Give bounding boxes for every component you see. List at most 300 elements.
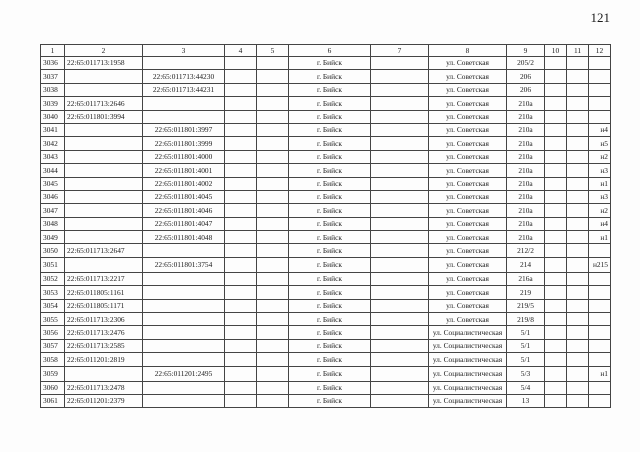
cell-col-2: 22:65:011201:2379: [65, 394, 143, 407]
cell-col-6: г. Бийск: [289, 339, 371, 352]
cell-col-10: [545, 150, 567, 163]
cell-col-10: [545, 83, 567, 96]
table-row: [41, 366, 611, 381]
cell-col-6: г. Бийск: [289, 123, 371, 136]
cell-col-1: 3048: [41, 217, 65, 230]
cell-col-12: н1: [589, 231, 611, 244]
cell-col-1: 3060: [41, 381, 65, 394]
cell-col-7: [371, 257, 429, 272]
cell-col-10: [545, 231, 567, 244]
table-row: [41, 177, 611, 190]
cell-col-8: ул. Советская: [429, 299, 507, 312]
cell-col-3: [143, 272, 225, 285]
cell-col-6: г. Бийск: [289, 313, 371, 326]
cell-col-2: 22:65:011713:2646: [65, 97, 143, 110]
cell-col-9: 210а: [507, 110, 545, 123]
cell-col-1: 3044: [41, 164, 65, 177]
cell-col-8: ул. Советская: [429, 97, 507, 110]
cell-col-11: [567, 177, 589, 190]
cell-col-7: [371, 313, 429, 326]
table-row: [41, 394, 611, 407]
cell-col-1: 3058: [41, 353, 65, 366]
cell-col-8: ул. Советская: [429, 164, 507, 177]
column-header-2: 2: [65, 45, 143, 57]
cell-col-8: ул. Советская: [429, 70, 507, 83]
cell-col-12: [589, 299, 611, 312]
cell-col-12: [589, 110, 611, 123]
cell-col-9: 210а: [507, 123, 545, 136]
cell-col-12: н2: [589, 204, 611, 217]
cell-col-4: [225, 339, 257, 352]
cell-col-7: [371, 177, 429, 190]
cell-col-8: ул. Советская: [429, 177, 507, 190]
cell-col-3: [143, 394, 225, 407]
cell-col-11: [567, 366, 589, 381]
cell-col-8: ул. Советская: [429, 286, 507, 299]
cell-col-12: н215: [589, 257, 611, 272]
cell-col-11: [567, 137, 589, 150]
cell-col-12: [589, 381, 611, 394]
cell-col-4: [225, 204, 257, 217]
cell-col-6: г. Бийск: [289, 244, 371, 257]
cell-col-10: [545, 366, 567, 381]
cell-col-4: [225, 57, 257, 70]
cell-col-10: [545, 164, 567, 177]
cell-col-4: [225, 326, 257, 339]
cell-col-11: [567, 231, 589, 244]
cell-col-2: 22:65:011713:2585: [65, 339, 143, 352]
cell-col-2: [65, 217, 143, 230]
cell-col-12: [589, 97, 611, 110]
cell-col-3: 22:65:011713:44230: [143, 70, 225, 83]
cell-col-4: [225, 110, 257, 123]
cell-col-2: [65, 177, 143, 190]
cell-col-8: ул. Советская: [429, 190, 507, 203]
cell-col-9: 216а: [507, 272, 545, 285]
cell-col-10: [545, 286, 567, 299]
cell-col-9: 210а: [507, 164, 545, 177]
column-header-12: 12: [589, 45, 611, 57]
cell-col-9: 210а: [507, 231, 545, 244]
cell-col-7: [371, 272, 429, 285]
cell-col-10: [545, 217, 567, 230]
cell-col-8: ул. Социалистическая: [429, 366, 507, 381]
cell-col-10: [545, 257, 567, 272]
cell-col-3: [143, 381, 225, 394]
cell-col-5: [257, 137, 289, 150]
cell-col-11: [567, 190, 589, 203]
cell-col-8: ул. Социалистическая: [429, 326, 507, 339]
cell-col-7: [371, 137, 429, 150]
cell-col-9: 5/4: [507, 381, 545, 394]
cell-col-1: 3042: [41, 137, 65, 150]
cell-col-12: н3: [589, 164, 611, 177]
cell-col-2: 22:65:011713:2478: [65, 381, 143, 394]
cell-col-5: [257, 326, 289, 339]
cell-col-3: 22:65:011801:3997: [143, 123, 225, 136]
cell-col-2: [65, 83, 143, 96]
page-number: 121: [590, 10, 610, 25]
cell-col-10: [545, 204, 567, 217]
table-row: [41, 204, 611, 217]
cell-col-5: [257, 286, 289, 299]
cell-col-5: [257, 313, 289, 326]
cell-col-1: 3043: [41, 150, 65, 163]
cell-col-9: 210а: [507, 217, 545, 230]
cell-col-9: 206: [507, 70, 545, 83]
cell-col-2: 22:65:011713:2306: [65, 313, 143, 326]
cell-col-6: г. Бийск: [289, 272, 371, 285]
cell-col-4: [225, 190, 257, 203]
cell-col-8: ул. Социалистическая: [429, 353, 507, 366]
column-header-11: 11: [567, 45, 589, 57]
cell-col-11: [567, 204, 589, 217]
cell-col-11: [567, 394, 589, 407]
cell-col-10: [545, 137, 567, 150]
cell-col-4: [225, 217, 257, 230]
cell-col-2: 22:65:011713:2647: [65, 244, 143, 257]
table-row: [41, 257, 611, 272]
cell-col-10: [545, 272, 567, 285]
column-header-8: 8: [429, 45, 507, 57]
cell-col-10: [545, 394, 567, 407]
cell-col-9: 210а: [507, 204, 545, 217]
cell-col-3: [143, 313, 225, 326]
cell-col-6: г. Бийск: [289, 231, 371, 244]
cell-col-7: [371, 70, 429, 83]
cell-col-12: н4: [589, 217, 611, 230]
cell-col-6: г. Бийск: [289, 97, 371, 110]
cell-col-6: г. Бийск: [289, 177, 371, 190]
cell-col-7: [371, 339, 429, 352]
cell-col-5: [257, 150, 289, 163]
cell-col-5: [257, 366, 289, 381]
cell-col-5: [257, 257, 289, 272]
cell-col-3: [143, 339, 225, 352]
cell-col-11: [567, 123, 589, 136]
cell-col-12: н4: [589, 123, 611, 136]
cell-col-9: 219: [507, 286, 545, 299]
cell-col-11: [567, 257, 589, 272]
cell-col-6: г. Бийск: [289, 137, 371, 150]
cell-col-2: 22:65:011713:2476: [65, 326, 143, 339]
cell-col-1: 3050: [41, 244, 65, 257]
cell-col-7: [371, 366, 429, 381]
cell-col-3: 22:65:011801:4047: [143, 217, 225, 230]
cell-col-11: [567, 217, 589, 230]
table-row: [41, 339, 611, 352]
table-row: [41, 57, 611, 70]
cell-col-2: [65, 164, 143, 177]
cell-col-6: г. Бийск: [289, 110, 371, 123]
cell-col-9: 205/2: [507, 57, 545, 70]
cell-col-12: [589, 394, 611, 407]
cell-col-10: [545, 123, 567, 136]
table-row: [41, 231, 611, 244]
cell-col-2: [65, 257, 143, 272]
cell-col-12: [589, 339, 611, 352]
cell-col-7: [371, 57, 429, 70]
cell-col-6: г. Бийск: [289, 326, 371, 339]
table-row: [41, 83, 611, 96]
cell-col-8: ул. Советская: [429, 57, 507, 70]
cell-col-5: [257, 164, 289, 177]
cell-col-4: [225, 313, 257, 326]
cell-col-5: [257, 244, 289, 257]
cell-col-9: 5/1: [507, 339, 545, 352]
cell-col-2: [65, 231, 143, 244]
cell-col-2: 22:65:011201:2819: [65, 353, 143, 366]
header-row: [41, 45, 611, 57]
table-row: [41, 190, 611, 203]
cell-col-11: [567, 353, 589, 366]
cell-col-6: г. Бийск: [289, 366, 371, 381]
cell-col-1: 3057: [41, 339, 65, 352]
cell-col-6: г. Бийск: [289, 57, 371, 70]
cell-col-11: [567, 164, 589, 177]
cell-col-1: 3045: [41, 177, 65, 190]
cell-col-7: [371, 244, 429, 257]
cell-col-9: 219/5: [507, 299, 545, 312]
cell-col-2: 22:65:011805:1161: [65, 286, 143, 299]
cell-col-4: [225, 286, 257, 299]
cell-col-8: ул. Советская: [429, 110, 507, 123]
cell-col-4: [225, 70, 257, 83]
cell-col-9: 5/1: [507, 353, 545, 366]
cell-col-1: 3038: [41, 83, 65, 96]
cell-col-10: [545, 57, 567, 70]
cell-col-8: ул. Социалистическая: [429, 394, 507, 407]
cell-col-6: г. Бийск: [289, 353, 371, 366]
cell-col-3: 22:65:011801:3754: [143, 257, 225, 272]
cell-col-9: 5/1: [507, 326, 545, 339]
cell-col-4: [225, 97, 257, 110]
table-row: [41, 217, 611, 230]
cell-col-3: [143, 299, 225, 312]
cell-col-2: 22:65:011713:1958: [65, 57, 143, 70]
cell-col-5: [257, 83, 289, 96]
cell-col-7: [371, 110, 429, 123]
cell-col-5: [257, 394, 289, 407]
column-header-5: 5: [257, 45, 289, 57]
cell-col-8: ул. Советская: [429, 231, 507, 244]
cell-col-12: н3: [589, 190, 611, 203]
cell-col-7: [371, 150, 429, 163]
cell-col-6: г. Бийск: [289, 190, 371, 203]
cell-col-7: [371, 217, 429, 230]
cell-col-7: [371, 190, 429, 203]
cell-col-8: ул. Советская: [429, 257, 507, 272]
cell-col-3: 22:65:011801:4048: [143, 231, 225, 244]
cell-col-5: [257, 381, 289, 394]
table-row: [41, 137, 611, 150]
cell-col-5: [257, 231, 289, 244]
cell-col-6: г. Бийск: [289, 204, 371, 217]
cell-col-2: [65, 70, 143, 83]
cell-col-4: [225, 299, 257, 312]
cell-col-2: [65, 366, 143, 381]
cell-col-1: 3052: [41, 272, 65, 285]
cell-col-8: ул. Социалистическая: [429, 339, 507, 352]
table-row: [41, 381, 611, 394]
cell-col-8: ул. Советская: [429, 244, 507, 257]
cell-col-10: [545, 110, 567, 123]
cell-col-3: [143, 286, 225, 299]
cell-col-7: [371, 231, 429, 244]
cell-col-12: [589, 326, 611, 339]
column-header-7: 7: [371, 45, 429, 57]
cell-col-9: 210а: [507, 177, 545, 190]
cell-col-12: [589, 272, 611, 285]
cell-col-10: [545, 244, 567, 257]
table-row: [41, 164, 611, 177]
cell-col-2: [65, 137, 143, 150]
cell-col-9: 206: [507, 83, 545, 96]
cell-col-5: [257, 123, 289, 136]
cell-col-6: г. Бийск: [289, 286, 371, 299]
cell-col-9: 210а: [507, 150, 545, 163]
cell-col-5: [257, 57, 289, 70]
cell-col-8: ул. Советская: [429, 123, 507, 136]
cell-col-4: [225, 123, 257, 136]
table-row: [41, 150, 611, 163]
cell-col-7: [371, 353, 429, 366]
register-table: [40, 44, 611, 408]
cell-col-5: [257, 217, 289, 230]
cell-col-4: [225, 177, 257, 190]
cell-col-5: [257, 97, 289, 110]
cell-col-11: [567, 110, 589, 123]
cell-col-10: [545, 299, 567, 312]
cell-col-3: 22:65:011801:4000: [143, 150, 225, 163]
cell-col-10: [545, 190, 567, 203]
table-row: [41, 123, 611, 136]
cell-col-4: [225, 353, 257, 366]
cell-col-8: ул. Советская: [429, 204, 507, 217]
cell-col-4: [225, 137, 257, 150]
cell-col-10: [545, 326, 567, 339]
cell-col-11: [567, 313, 589, 326]
cell-col-11: [567, 83, 589, 96]
cell-col-6: г. Бийск: [289, 150, 371, 163]
cell-col-3: [143, 57, 225, 70]
cell-col-7: [371, 204, 429, 217]
cell-col-12: н1: [589, 366, 611, 381]
cell-col-4: [225, 231, 257, 244]
cell-col-7: [371, 299, 429, 312]
cell-col-11: [567, 97, 589, 110]
cell-col-2: 22:65:011713:2217: [65, 272, 143, 285]
table-row: [41, 326, 611, 339]
cell-col-8: ул. Советская: [429, 83, 507, 96]
cell-col-7: [371, 83, 429, 96]
column-header-9: 9: [507, 45, 545, 57]
cell-col-7: [371, 381, 429, 394]
cell-col-5: [257, 353, 289, 366]
cell-col-9: 210а: [507, 97, 545, 110]
cell-col-11: [567, 150, 589, 163]
cell-col-1: 3041: [41, 123, 65, 136]
cell-col-1: 3047: [41, 204, 65, 217]
cell-col-4: [225, 394, 257, 407]
cell-col-10: [545, 381, 567, 394]
cell-col-8: ул. Советская: [429, 137, 507, 150]
cell-col-11: [567, 339, 589, 352]
cell-col-3: 22:65:011801:4002: [143, 177, 225, 190]
cell-col-1: 3059: [41, 366, 65, 381]
cell-col-11: [567, 326, 589, 339]
cell-col-6: г. Бийск: [289, 164, 371, 177]
cell-col-1: 3055: [41, 313, 65, 326]
cell-col-9: 210а: [507, 137, 545, 150]
cell-col-9: 219/8: [507, 313, 545, 326]
table-row: [41, 299, 611, 312]
cell-col-3: 22:65:011801:4001: [143, 164, 225, 177]
cell-col-7: [371, 286, 429, 299]
cell-col-7: [371, 326, 429, 339]
cell-col-7: [371, 123, 429, 136]
table-row: [41, 70, 611, 83]
cell-col-2: 22:65:011801:3994: [65, 110, 143, 123]
cell-col-3: [143, 244, 225, 257]
cell-col-12: [589, 57, 611, 70]
column-header-1: 1: [41, 45, 65, 57]
cell-col-3: 22:65:011801:4046: [143, 204, 225, 217]
cell-col-10: [545, 70, 567, 83]
table-row: [41, 353, 611, 366]
cell-col-4: [225, 164, 257, 177]
cell-col-8: ул. Советская: [429, 313, 507, 326]
cell-col-9: 212/2: [507, 244, 545, 257]
cell-col-8: ул. Советская: [429, 150, 507, 163]
cell-col-11: [567, 244, 589, 257]
cell-col-10: [545, 339, 567, 352]
table-row: [41, 272, 611, 285]
table-row: [41, 97, 611, 110]
cell-col-2: [65, 123, 143, 136]
cell-col-4: [225, 257, 257, 272]
cell-col-6: г. Бийск: [289, 70, 371, 83]
cell-col-1: 3039: [41, 97, 65, 110]
cell-col-5: [257, 339, 289, 352]
cell-col-4: [225, 244, 257, 257]
cell-col-11: [567, 299, 589, 312]
cell-col-4: [225, 272, 257, 285]
table-row: [41, 110, 611, 123]
cell-col-5: [257, 110, 289, 123]
table-row: [41, 286, 611, 299]
cell-col-4: [225, 366, 257, 381]
cell-col-1: 3051: [41, 257, 65, 272]
cell-col-9: 210а: [507, 190, 545, 203]
cell-col-6: г. Бийск: [289, 217, 371, 230]
cell-col-1: 3046: [41, 190, 65, 203]
cell-col-12: [589, 83, 611, 96]
cell-col-10: [545, 353, 567, 366]
cell-col-2: [65, 190, 143, 203]
cell-col-11: [567, 272, 589, 285]
cell-col-6: г. Бийск: [289, 299, 371, 312]
cell-col-3: [143, 326, 225, 339]
cell-col-12: н1: [589, 177, 611, 190]
cell-col-6: г. Бийск: [289, 381, 371, 394]
cell-col-5: [257, 177, 289, 190]
cell-col-9: 5/3: [507, 366, 545, 381]
column-header-10: 10: [545, 45, 567, 57]
cell-col-11: [567, 70, 589, 83]
cell-col-10: [545, 313, 567, 326]
cell-col-3: 22:65:011801:4045: [143, 190, 225, 203]
